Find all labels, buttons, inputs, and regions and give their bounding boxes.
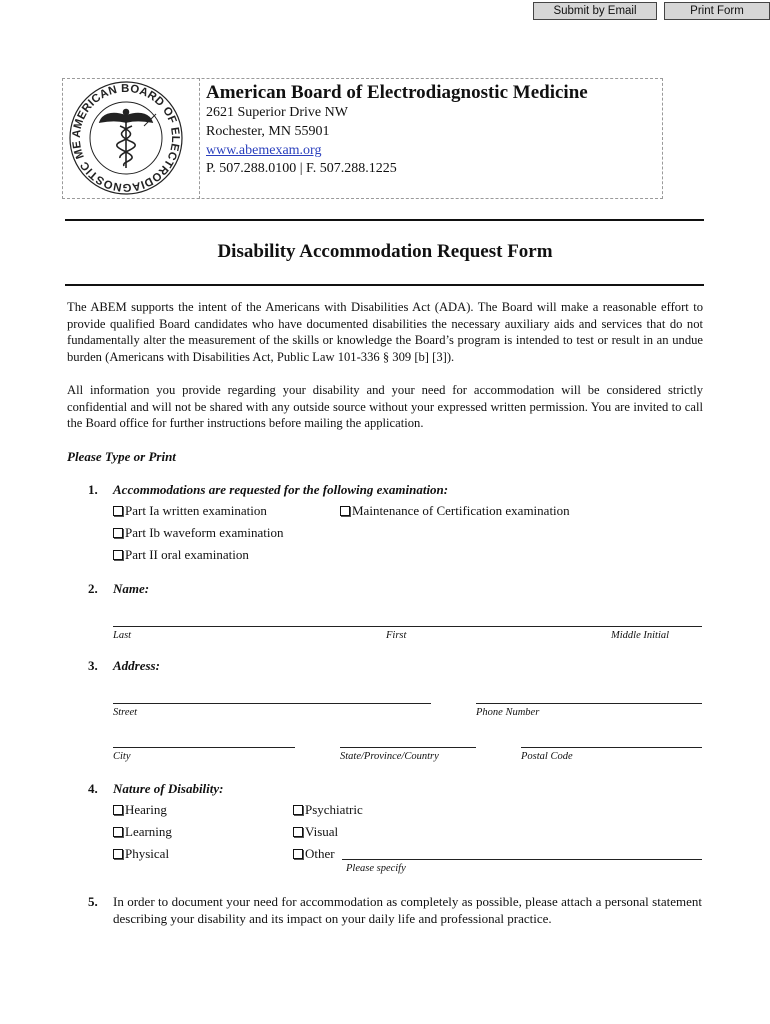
caption-postal: Postal Code (521, 751, 573, 762)
print-form-button[interactable]: Print Form (664, 2, 770, 20)
caption-state: State/Province/Country (340, 751, 439, 762)
postal-input-line[interactable] (521, 747, 702, 748)
visual-label: Visual (305, 824, 339, 839)
caption-middle-initial: Middle Initial (611, 630, 670, 641)
caption-city: City (113, 751, 131, 762)
intro-paragraph-1: The ABEM supports the intent of the Americans with Disabilities Act (ADA). The Board will make a reasonable effort to provide qualified Board candidates who have documented disabilities the necessary auxiliary aids and services that do not fundamentally alter the measurement of the skills or knowledge the Board’s program is intended to test or result in an undue burden (Americans with Disabilities Act, Public Law 101-336 § 309 [b] [3]). (67, 300, 703, 364)
street-input-line[interactable] (113, 703, 431, 704)
learning-checkbox[interactable] (113, 827, 123, 837)
website-link[interactable]: www.abemexam.org (206, 143, 322, 158)
caption-first: First (386, 630, 407, 641)
address-line-2: Rochester, MN 55901 (206, 124, 330, 139)
option-learning[interactable] (113, 824, 172, 840)
part-ib-label: Part Ib waveform examination (125, 525, 284, 540)
other-checkbox[interactable] (293, 849, 303, 859)
visual-checkbox[interactable] (293, 827, 303, 837)
part-ii-checkbox[interactable] (113, 550, 123, 560)
section-2-number: 2. (88, 581, 98, 596)
option-part-ia[interactable] (113, 503, 267, 519)
abem-seal-logo (62, 78, 200, 199)
moc-checkbox[interactable] (340, 506, 350, 516)
section-1-label: Accommodations are requested for the following examination: (113, 482, 449, 497)
psychiatric-checkbox[interactable] (293, 805, 303, 815)
option-other[interactable] (293, 846, 335, 862)
submit-by-email-button[interactable]: Submit by Email (533, 2, 657, 20)
caption-phone: Phone Number (476, 707, 540, 718)
name-input-line[interactable] (113, 626, 702, 627)
logo-cell (62, 78, 200, 199)
other-specify-input-line[interactable] (342, 859, 702, 860)
title-rule-top (65, 219, 704, 221)
phone-input-line[interactable] (476, 703, 702, 704)
hearing-checkbox[interactable] (113, 805, 123, 815)
part-ii-label: Part II oral examination (125, 547, 249, 562)
section-2-label: Name: (113, 581, 150, 596)
physical-label: Physical (125, 846, 170, 861)
instruction-text: Please Type or Print (67, 449, 176, 464)
hearing-label: Hearing (125, 802, 167, 817)
option-visual[interactable] (293, 824, 338, 840)
intro-paragraph-2: All information you provide regarding your disability and your need for accommodation will be considered strictly confidential and will not be shared with any outside source without your expressed written permission. You are invited to call the Board office for further instructions before mailing the application. (67, 383, 703, 431)
part-ia-label: Part Ia written examination (125, 503, 267, 518)
section-4-label: Nature of Disability: (113, 781, 224, 796)
option-part-ib[interactable] (113, 525, 283, 541)
section-4-number: 4. (88, 781, 98, 796)
logo-ring-text: AMERICAN BOARD OF ELECTRODIAGNOSTIC ME (70, 82, 182, 194)
address-line-1: 2621 Superior Drive NW (206, 105, 348, 120)
caption-please-specify: Please specify (346, 863, 406, 874)
moc-label: Maintenance of Certification examination (352, 503, 570, 518)
other-label: Other (305, 846, 335, 861)
section-1-number: 1. (88, 482, 98, 497)
option-hearing[interactable] (113, 802, 167, 818)
caption-last: Last (113, 630, 132, 641)
caption-street: Street (113, 707, 138, 718)
city-input-line[interactable] (113, 747, 295, 748)
phone-fax: P. 507.288.0100 | F. 507.288.1225 (206, 161, 397, 176)
caduceus-icon (100, 110, 156, 169)
part-ia-checkbox[interactable] (113, 506, 123, 516)
psychiatric-label: Psychiatric (305, 802, 363, 817)
section-3-number: 3. (88, 658, 98, 673)
physical-checkbox[interactable] (113, 849, 123, 859)
section-5-number: 5. (88, 894, 98, 909)
org-name: American Board of Electrodiagnostic Medicine (206, 82, 588, 103)
form-title: Disability Accommodation Request Form (217, 241, 553, 262)
option-part-ii[interactable] (113, 547, 249, 563)
title-rule-bottom (65, 284, 704, 286)
option-psychiatric[interactable] (293, 802, 363, 818)
state-input-line[interactable] (340, 747, 476, 748)
option-physical[interactable] (113, 846, 169, 862)
section-3-label: Address: (113, 658, 160, 673)
section-5-text: In order to document your need for accommodation as completely as possible, please attach a personal statement describing your disability and its impact on your daily life and professional practice. (113, 894, 702, 926)
part-ib-checkbox[interactable] (113, 528, 123, 538)
option-moc[interactable] (340, 503, 570, 519)
learning-label: Learning (125, 824, 172, 839)
